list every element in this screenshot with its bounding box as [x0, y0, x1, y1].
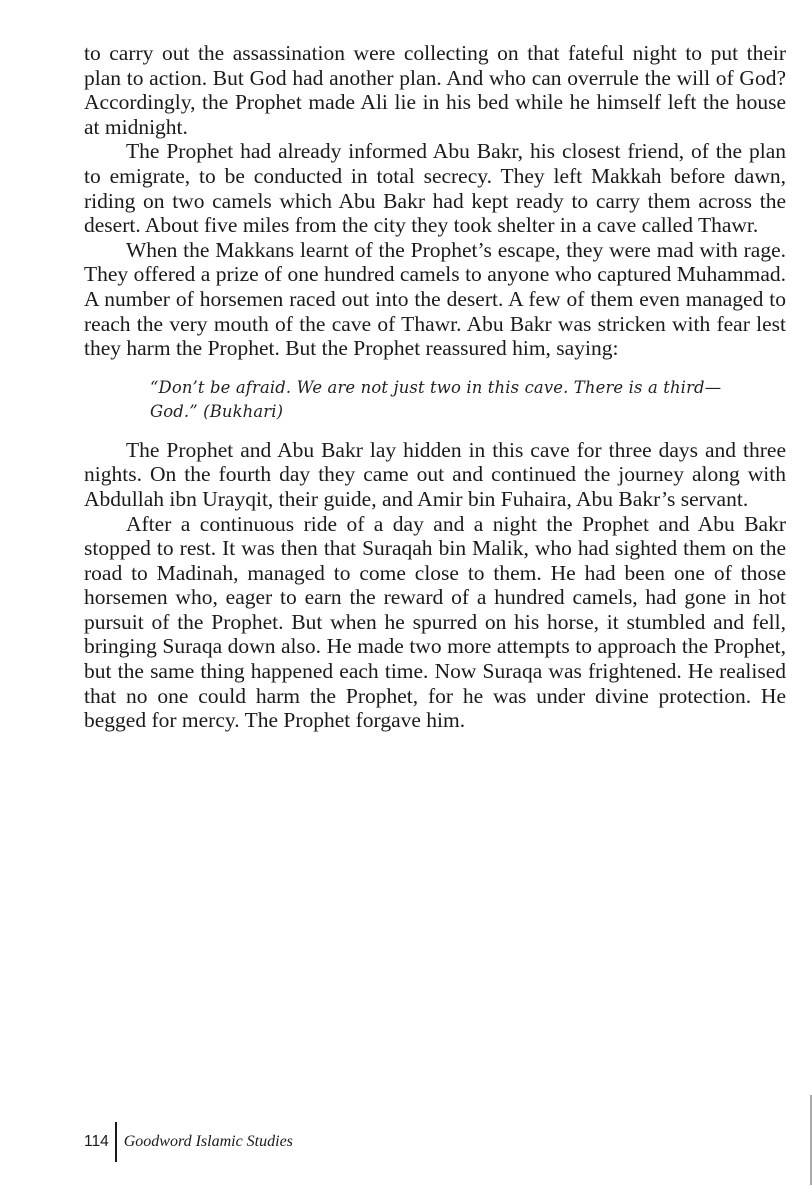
paragraph-emigration-plan: The Prophet had already informed Abu Bakr, his closest friend, of the plan to emigrate, to be conducted in total secrecy. They left Makkah before dawn, riding on two camels which Abu Bakr had kept ready to carry them across the desert. About five miles from the city they took shelter in a cave called Thawr. [84, 139, 786, 238]
footer-divider [115, 1122, 117, 1162]
hadith-quote: “Don’t be afraid. We are not just two in this cave. There is a third—God.” (Bukhari) [150, 377, 722, 421]
page-footer [84, 1122, 293, 1162]
body-text [84, 41, 786, 733]
book-title: Goodword Islamic Studies [123, 1133, 293, 1150]
paragraph-suraqah: After a continuous ride of a day and a night the Prophet and Abu Bakr stopped to rest. It was then that Suraqah bin Malik, who had sighted them on the road to Madinah, managed to come close to them. He had been one of those horsemen who, eager to earn the reward of a hundred camels, had gone in hot pursuit of the Prophet. But when he spurred on his horse, it stumbled and fell, bringing Suraqa down also. He made two more attempts to approach the Prophet, but the same thing happened each time. Now Suraqa was frightened. He realised that no one could harm the Prophet, for he was under divine protection. He begged for mercy. The Prophet forgave him. [84, 511, 786, 733]
paragraph-continued: to carry out the assassination were collecting on that fateful night to put their plan to action. But God had another plan. And who can overrule the will of God? Accordingly, the Prophet made Ali lie in his bed while he himself left the house at midnight. [84, 41, 786, 139]
paragraph-makkans-rage: When the Makkans learnt of the Prophet’s escape, they were mad with rage. They offered a prize of one hundred camels to anyone who captured Muhammad. A number of horsemen raced out into the desert. A few of them even managed to reach the very mouth of the cave of Thawr. Abu Bakr was stricken with fear lest they harm the Prophet. But the Prophet reassured him, saying: [84, 237, 786, 361]
paragraph-cave-hiding: The Prophet and Abu Bakr lay hidden in this cave for three days and three nights. On the fourth day they came out and continued the journey along with Abdullah ibn Urayqit, their guide, and Amir bin Fuhaira, Abu Bakr’s servant. [84, 437, 786, 511]
page-number: 114 [84, 1133, 109, 1150]
